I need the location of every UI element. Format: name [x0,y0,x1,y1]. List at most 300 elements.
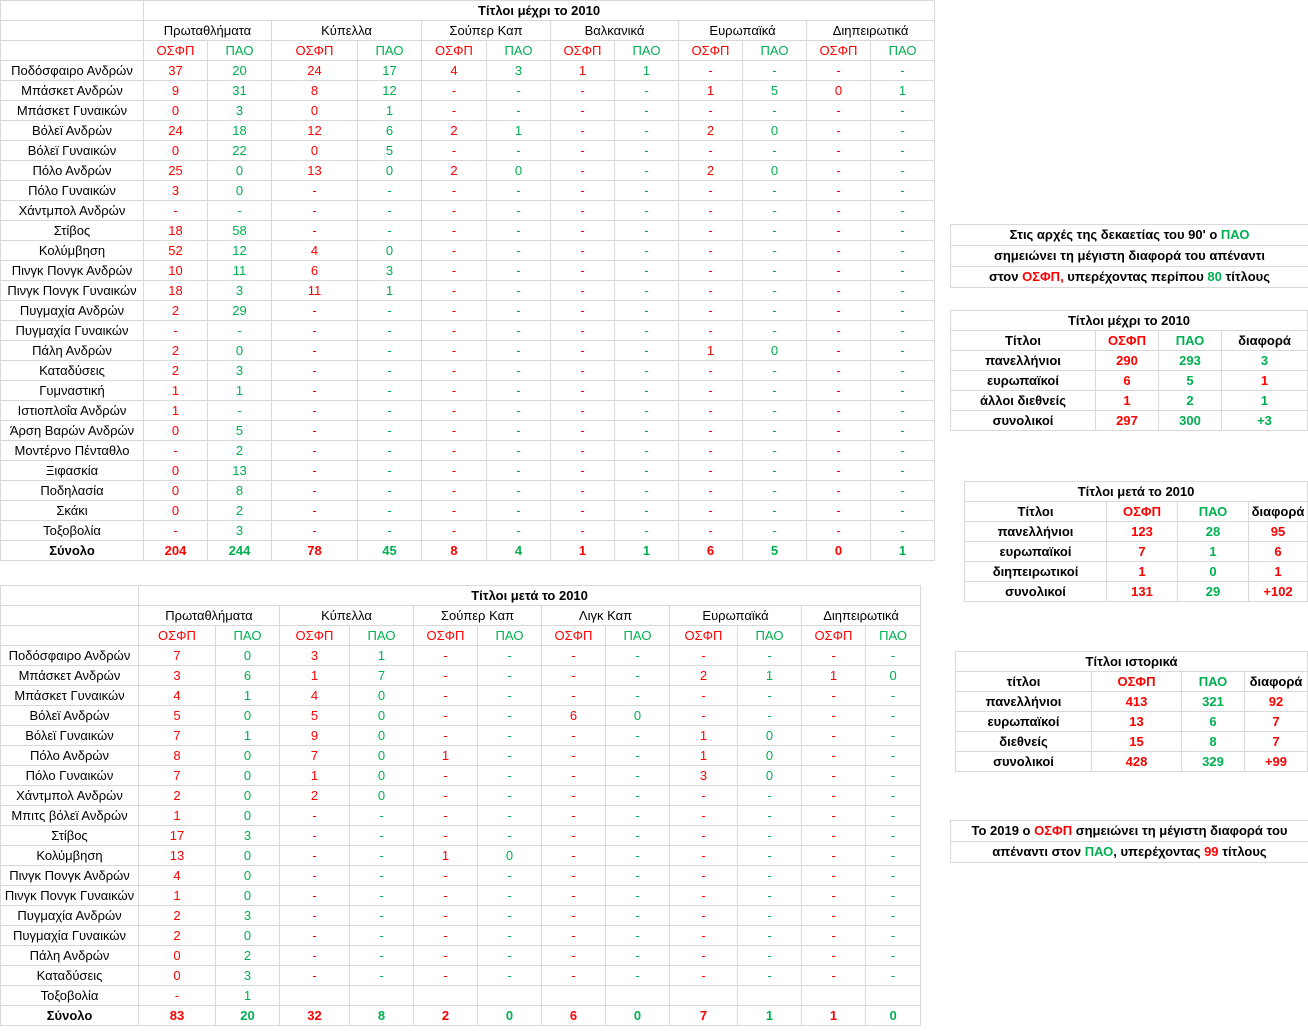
table-row [1,421,935,441]
pao-value: 321 [1182,692,1245,712]
osfp-value: - [414,726,478,746]
pao-value: - [478,806,542,826]
pao-value [350,986,414,1006]
osfp-value: - [670,846,738,866]
pao-value: - [871,321,935,341]
sport-label: Άρση Βαρών Ανδρών [1,421,144,441]
osfp-value: - [551,341,615,361]
osfp-value: 2 [139,786,216,806]
osfp-value: - [414,906,478,926]
pao-value: 0 [350,706,414,726]
summary-row [956,712,1308,732]
osfp-value: - [679,421,743,441]
pao-value: - [871,521,935,541]
osfp-value: - [422,501,487,521]
pao-total: 1 [738,1006,802,1026]
pao-value: - [743,401,807,421]
osfp-value: - [679,301,743,321]
summary-label: πανελλήνιοι [965,522,1107,542]
summary-label: διηπειρωτικοί [965,562,1107,582]
osfp-value: - [670,686,738,706]
pao-value: 3 [208,521,272,541]
osfp-value: 1 [802,666,866,686]
osfp-value: 15 [1092,732,1182,752]
pao-value: 0 [358,161,422,181]
table-row [1,81,935,101]
osfp-value: 4 [272,241,358,261]
pao-value: - [615,381,679,401]
osfp-value: 3 [144,181,208,201]
pao-value: 0 [478,846,542,866]
pao-value: - [487,461,551,481]
osfp-value: 0 [272,101,358,121]
osfp-value: - [272,481,358,501]
osfp-value: 11 [272,281,358,301]
note-text: σημειώνει τη μέγιστη διαφορά του [1072,823,1288,838]
osfp-value: - [679,381,743,401]
pao-header: ΠΑΟ [871,41,935,61]
note-text: τίτλους [1221,269,1271,284]
pao-value: - [743,481,807,501]
osfp-value: - [422,101,487,121]
osfp-value: 7 [1107,542,1178,562]
osfp-value: 1 [679,81,743,101]
osfp-value: 1 [679,341,743,361]
sport-label: Σκάκι [1,501,144,521]
summary-header: διαφορά [1222,331,1308,351]
osfp-value: - [807,141,871,161]
diff-value: +99 [1245,752,1308,772]
note-number: 80 [1207,269,1222,284]
osfp-value: - [807,301,871,321]
pao-value: 1 [738,666,802,686]
osfp-value: 2 [422,121,487,141]
pao-value: 5 [1159,371,1222,391]
osfp-value: 37 [144,61,208,81]
pao-value: 3 [208,361,272,381]
osfp-value: 1 [144,401,208,421]
osfp-value: - [272,421,358,441]
pao-header: ΠΑΟ [738,626,802,646]
pao-value: 0 [216,646,280,666]
pao-value: - [615,501,679,521]
osfp-value: 9 [280,726,350,746]
summary-until-2010-table [950,310,1308,431]
pao-value: - [866,866,921,886]
osfp-value: - [679,201,743,221]
sport-label: Πυγμαχία Γυναικών [1,321,144,341]
pao-value: - [478,866,542,886]
pao-value: - [487,301,551,321]
osfp-header: ΟΣΦΠ [551,41,615,61]
osfp-value: - [551,81,615,101]
sport-label: Ξιφασκία [1,461,144,481]
pao-value: - [606,886,670,906]
summary-row [951,371,1308,391]
osfp-value: - [802,786,866,806]
osfp-value: - [280,966,350,986]
osfp-value: - [802,766,866,786]
osfp-value: - [679,61,743,81]
pao-value: - [743,181,807,201]
osfp-value: - [542,926,606,946]
pao-value: - [478,906,542,926]
osfp-value: - [807,501,871,521]
osfp-value: 0 [807,81,871,101]
osfp-total: 2 [414,1006,478,1026]
osfp-value: - [807,521,871,541]
pao-value: - [350,826,414,846]
table-row [1,926,921,946]
osfp-value: - [679,241,743,261]
pao-value: - [615,161,679,181]
summary-row [951,411,1308,431]
osfp-value: - [414,686,478,706]
diff-value: 1 [1222,371,1308,391]
sport-label: Πάλη Ανδρών [1,946,139,966]
pao-value: - [615,121,679,141]
pao-value: - [358,521,422,541]
osfp-value: 4 [422,61,487,81]
pao-value: - [743,141,807,161]
table-row [1,221,935,241]
pao-value: 5 [743,81,807,101]
pao-value: - [358,221,422,241]
osfp-value: 2 [679,161,743,181]
osfp-value: 10 [144,261,208,281]
note-pao: ΠΑΟ [1084,844,1114,859]
osfp-value: - [551,221,615,241]
osfp-value: - [144,441,208,461]
pao-value: - [871,121,935,141]
osfp-value: 2 [679,121,743,141]
pao-value: - [866,966,921,986]
sport-label: Χάντμπολ Ανδρών [1,786,139,806]
pao-value: 0 [1178,562,1249,582]
pao-value: - [487,381,551,401]
pao-total: 0 [478,1006,542,1026]
pao-value: - [358,441,422,461]
pao-value: - [871,461,935,481]
osfp-value: 25 [144,161,208,181]
osfp-value: 4 [280,686,350,706]
osfp-value: 52 [144,241,208,261]
note-pao: ΠΑΟ [1220,227,1250,242]
corner-cell [1,606,139,626]
osfp-value: - [551,401,615,421]
pao-value: - [866,906,921,926]
table-row [1,766,921,786]
pao-header: ΠΑΟ [606,626,670,646]
pao-value: - [358,341,422,361]
summary-header: Τίτλοι [951,331,1096,351]
pao-value: - [871,361,935,381]
osfp-value: - [422,181,487,201]
osfp-value: - [272,181,358,201]
osfp-value: - [414,766,478,786]
summary-label: διεθνείς [956,732,1092,752]
summary-header: διαφορά [1245,672,1308,692]
total-row [1,541,935,561]
osfp-value: 1 [670,746,738,766]
sport-label: Μπάσκετ Ανδρών [1,666,139,686]
osfp-value: - [144,321,208,341]
osfp-value: 3 [670,766,738,786]
summary-header: ΠΑΟ [1159,331,1222,351]
pao-value: 1 [358,101,422,121]
pao-value: 1 [487,121,551,141]
pao-value: - [350,806,414,826]
pao-value: 0 [208,341,272,361]
osfp-value: - [272,301,358,321]
osfp-value: - [542,966,606,986]
osfp-value: 2 [139,906,216,926]
sport-label: Μπιτς βόλεϊ Ανδρών [1,806,139,826]
pao-total: 244 [208,541,272,561]
pao-value: - [615,341,679,361]
osfp-value: 2 [139,926,216,946]
sport-label: Μπάσκετ Γυναικών [1,686,139,706]
osfp-value: - [422,461,487,481]
table-row [1,461,935,481]
pao-value: - [871,401,935,421]
osfp-value: - [414,786,478,806]
pao-value: - [866,766,921,786]
pao-value: - [866,706,921,726]
pao-value: - [871,201,935,221]
pao-value: - [606,906,670,926]
pao-value: 58 [208,221,272,241]
table-row [1,966,921,986]
group-header: Πρωταθλήματα [139,606,280,626]
osfp-value: - [807,181,871,201]
pao-value: 1 [1178,542,1249,562]
osfp-value: - [670,786,738,806]
group-header: Ευρωπαϊκά [670,606,802,626]
pao-value: 3 [216,966,280,986]
pao-value: - [478,786,542,806]
sport-label: Ιστιοπλοΐα Ανδρών [1,401,144,421]
summary-row [951,351,1308,371]
osfp-total: 1 [802,1006,866,1026]
osfp-value: - [802,826,866,846]
pao-value: 0 [866,666,921,686]
pao-value: - [487,221,551,241]
pao-total: 0 [606,1006,670,1026]
osfp-value: - [551,441,615,461]
osfp-value: - [542,826,606,846]
pao-value: 31 [208,81,272,101]
summary-row [965,582,1308,602]
pao-value [866,986,921,1006]
pao-value: - [358,381,422,401]
pao-value: - [738,826,802,846]
sport-label: Πυγμαχία Ανδρών [1,906,139,926]
table-row [1,261,935,281]
pao-value: 6 [358,121,422,141]
group-header: Διηπειρωτικά [802,606,921,626]
osfp-value: - [542,646,606,666]
osfp-header: ΟΣΦΠ [272,41,358,61]
pao-value: - [871,221,935,241]
pao-value: 12 [358,81,422,101]
osfp-value: - [542,806,606,826]
pao-value: 3 [216,826,280,846]
pao-value: - [358,501,422,521]
pao-value: 1 [216,986,280,1006]
pao-value: - [358,401,422,421]
pao-value: - [606,646,670,666]
pao-value: - [866,646,921,666]
pao-value: - [738,686,802,706]
osfp-value: - [414,946,478,966]
total-label: Σύνολο [1,541,144,561]
osfp-value: 7 [139,646,216,666]
osfp-value: - [679,281,743,301]
pao-total: 45 [358,541,422,561]
pao-value: - [350,966,414,986]
osfp-value: - [280,886,350,906]
pao-value: - [487,321,551,341]
pao-value: - [606,746,670,766]
pao-value: - [615,241,679,261]
osfp-value: 7 [139,726,216,746]
osfp-value: - [280,806,350,826]
corner-cell [1,626,139,646]
osfp-value: 131 [1107,582,1178,602]
osfp-value: 1 [139,886,216,906]
pao-value: 6 [1182,712,1245,732]
osfp-header: ΟΣΦΠ [280,626,350,646]
osfp-total: 204 [144,541,208,561]
osfp-value: - [679,221,743,241]
osfp-value: 6 [542,706,606,726]
table-row [1,341,935,361]
osfp-value: - [679,141,743,161]
note-osfp: ΟΣΦΠ [1034,823,1073,838]
table-row [1,886,921,906]
osfp-value: - [414,866,478,886]
pao-value: - [606,866,670,886]
pao-value: - [871,261,935,281]
pao-value: 2 [208,501,272,521]
osfp-value: - [551,501,615,521]
pao-value: - [866,846,921,866]
osfp-value: 0 [139,966,216,986]
pao-value: - [738,806,802,826]
osfp-value: - [542,846,606,866]
sport-label: Πόλο Γυναικών [1,766,139,786]
sport-label: Βόλεϊ Ανδρών [1,706,139,726]
pao-value: 293 [1159,351,1222,371]
pao-value: 20 [208,61,272,81]
pao-value: 0 [358,241,422,261]
pao-value: - [478,706,542,726]
osfp-value: - [551,261,615,281]
osfp-value: - [679,441,743,461]
table-row [1,381,935,401]
pao-value: - [866,686,921,706]
pao-value: - [350,906,414,926]
pao-value: - [615,401,679,421]
table-row [1,706,921,726]
pao-value: 3 [216,906,280,926]
osfp-value: 12 [272,121,358,141]
osfp-value: - [422,361,487,381]
sport-label: Τοξοβολία [1,521,144,541]
table-row [1,846,921,866]
pao-value: - [866,886,921,906]
table-row [1,521,935,541]
osfp-value [542,986,606,1006]
pao-value: 5 [208,421,272,441]
summary-header: ΠΑΟ [1178,502,1249,522]
pao-header: ΠΑΟ [350,626,414,646]
pao-value: 18 [208,121,272,141]
pao-value: - [358,421,422,441]
osfp-value: - [679,101,743,121]
sport-label: Μπάσκετ Γυναικών [1,101,144,121]
pao-value: - [478,966,542,986]
pao-value: - [358,461,422,481]
osfp-value: - [422,81,487,101]
note-text: τίτλους [1218,844,1267,859]
osfp-value: - [802,966,866,986]
pao-value: - [615,81,679,101]
pao-value: 1 [216,686,280,706]
note-text: σημειώνει τη μέγιστη διαφορά του απέναντι [951,246,1308,267]
osfp-value: - [802,646,866,666]
summary-row [965,562,1308,582]
osfp-value: - [802,806,866,826]
sport-label: Βόλεϊ Γυναικών [1,726,139,746]
diff-value: +102 [1249,582,1308,602]
pao-value: 29 [208,301,272,321]
pao-value: - [358,301,422,321]
pao-value: 0 [350,746,414,766]
summary-header: ΟΣΦΠ [1092,672,1182,692]
diff-value: 1 [1249,562,1308,582]
summary-label: πανελλήνιοι [956,692,1092,712]
osfp-value: - [802,946,866,966]
table-row [1,646,921,666]
osfp-value: 1 [144,381,208,401]
pao-value: - [743,221,807,241]
summary-label: συνολικοί [956,752,1092,772]
pao-value: - [487,341,551,361]
summary-row [956,732,1308,752]
pao-value: 0 [350,726,414,746]
pao-value: - [208,321,272,341]
pao-value: - [350,866,414,886]
pao-value: - [615,221,679,241]
sport-label: Μοντέρνο Πένταθλο [1,441,144,461]
osfp-value: 24 [272,61,358,81]
osfp-value: 1 [280,666,350,686]
osfp-value: - [422,141,487,161]
pao-value: - [615,101,679,121]
pao-value: 0 [743,341,807,361]
table-row [1,141,935,161]
osfp-value: - [807,481,871,501]
osfp-value: 13 [1092,712,1182,732]
osfp-value: - [670,826,738,846]
pao-header: ΠΑΟ [478,626,542,646]
sport-label: Πυγμαχία Γυναικών [1,926,139,946]
pao-value: - [738,646,802,666]
pao-header: ΠΑΟ [615,41,679,61]
total-label: Σύνολο [1,1006,139,1026]
